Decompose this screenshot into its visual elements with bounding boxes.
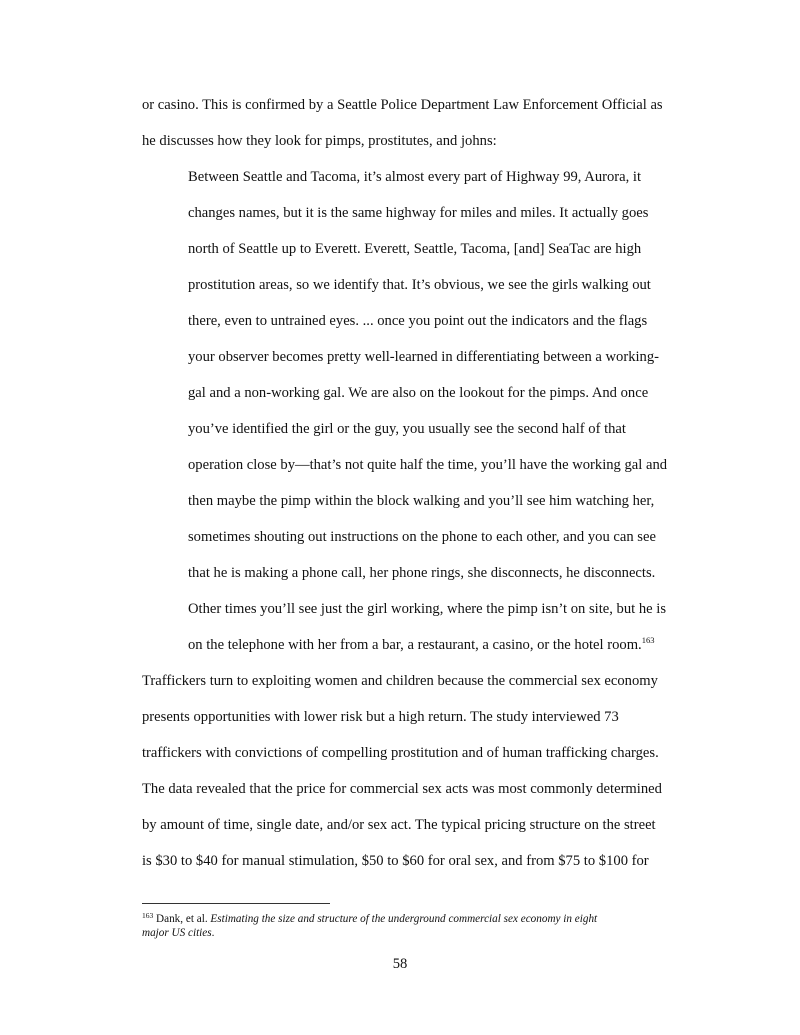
quote-line: Between Seattle and Tacoma, it’s almost every part of Highway 99, Aurora, it [188,169,642,185]
body-line: The data revealed that the price for commercial sex acts was most commonly determined [142,781,662,797]
quote-line: north of Seattle up to Everett. Everett, Seattle, Tacoma, [and] SeaTac are high [188,241,642,257]
quote-line: sometimes shouting out instructions on the phone to each other, and you can see [188,529,656,545]
quote-line: there, even to untrained eyes. ... once you point out the indicators and the flags [188,313,648,329]
quote-line: you’ve identified the girl or the guy, you usually see the second half of that [188,421,626,437]
footnote-author: Dank, et al. [156,913,208,925]
quote-line: gal and a non-working gal. We are also on the lookout for the pimps. And once [188,385,649,401]
quote-line: then maybe the pimp within the block walking and you’ll see him watching her, [188,493,655,509]
quote-line: Other times you’ll see just the girl working, where the pimp isn’t on site, but he is [188,601,667,617]
body-line: by amount of time, single date, and/or sex act. The typical pricing structure on the street [142,817,656,833]
quote-line: changes names, but it is the same highway for miles and miles. It actually goes [188,205,649,221]
footnote [142,912,597,926]
quote-last-text: on the telephone with her from a bar, a restaurant, a casino, or the hotel room. [188,637,642,653]
footnote-reference[interactable]: 163 [641,635,655,645]
quote-line: prostitution areas, so we identify that. It’s obvious, we see the girls walking out [188,277,651,293]
quote-line: operation close by—that’s not quite half the time, you’ll have the working gal and [188,457,668,473]
intro-line: he discusses how they look for pimps, prostitutes, and johns: [142,133,497,149]
quote-line: that he is making a phone call, her phone rings, she disconnects, he disconnects. [188,565,656,581]
footnote-continuation [142,926,214,940]
quote-line: your observer becomes pretty well-learned in differentiating between a working- [188,349,660,365]
body-line: traffickers with convictions of compelling prostitution and of human trafficking charges. [142,745,659,761]
body-line: is $30 to $40 for manual stimulation, $50 to $60 for oral sex, and from $75 to $100 for [142,853,649,869]
body-line: Traffickers turn to exploiting women and children because the commercial sex economy [142,673,658,689]
page-number: 58 [392,956,408,972]
footnote-end: . [211,927,215,939]
footnote-separator [142,903,330,904]
footnote-title: Estimating the size and structure of the underground commercial sex economy in eight [210,913,598,925]
quote-line-last [188,636,654,654]
footnote-number: 163 [142,911,154,920]
body-line: presents opportunities with lower risk but a high return. The study interviewed 73 [142,709,619,725]
footnote-title-cont: major US cities [142,927,212,939]
intro-line: or casino. This is confirmed by a Seattle Police Department Law Enforcement Official as [142,97,663,113]
